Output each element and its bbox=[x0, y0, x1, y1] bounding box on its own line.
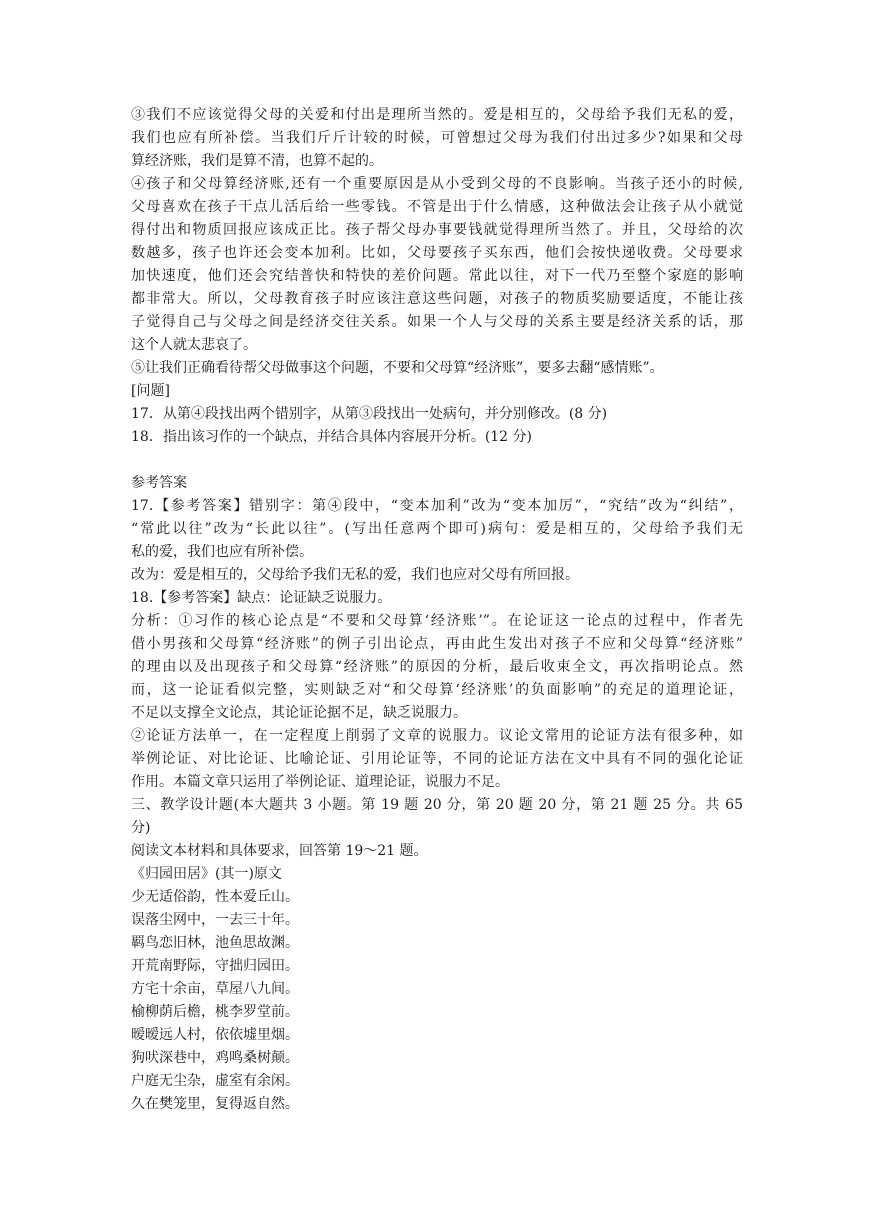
text-line: 得付出和物质回报应该成正比。孩子帮父母办事要钱就觉得理所当然了。并且，父母给的次 bbox=[131, 222, 743, 238]
poem-line: 户庭无尘杂，虚室有余闲。 bbox=[131, 1073, 299, 1089]
text-line: “常此以往”改为“长此以往”。(写出任意两个即可)病句：爱是相互的，父母给予我们无 bbox=[131, 521, 743, 537]
text-line: 加快速度，他们还会究结普快和特快的差价问题。常此以往，对下一代乃至整个家庭的影响 bbox=[131, 268, 743, 284]
instruction-line: 阅读文本材料和具体要求，回答第 19～21 题。 bbox=[131, 843, 428, 859]
poem-title: 《归园田居》(其一)原文 bbox=[131, 866, 282, 882]
text-line: 分) bbox=[131, 820, 151, 836]
section-heading: 三、教学设计题(本大题共 3 小题。第 19 题 20 分，第 20 题 20 分，第 21 题 25 分。共 65 bbox=[131, 797, 743, 813]
essay-section bbox=[131, 104, 743, 449]
text-line: 数越多，孩子也许还会变本加利。比如，父母要孩子买东西，他们会按快递收费。父母要求 bbox=[131, 245, 743, 261]
document-page bbox=[131, 104, 743, 1116]
text-line: 子觉得自己与父母之间是经济交往关系。如果一个人与父母的关系主要是经济关系的话，那 bbox=[131, 314, 743, 330]
poem-line: 羁鸟恋旧林，池鱼思故渊。 bbox=[131, 935, 299, 951]
text-line: 都非常大。所以，父母教育孩子时应该注意这些问题，对孩子的物质奖励要适度，不能让孩 bbox=[131, 291, 743, 307]
text-line: 分析：①习作的核心论点是“不要和父母算‘经济账’”。在论证这一论点的过程中，作者先 bbox=[131, 613, 743, 629]
text-line: 私的爱，我们也应有所补偿。 bbox=[131, 544, 313, 560]
text-line: 借小男孩和父母算“经济账”的例子引出论点，再由此生发出对孩子不应和父母算“经济账” bbox=[131, 636, 743, 652]
text-line: 我们也应有所补偿。当我们斤斤计较的时候，可曾想过父母为我们付出过多少?如果和父母 bbox=[131, 130, 743, 146]
text-line: 算经济账，我们是算不清，也算不起的。 bbox=[131, 153, 383, 169]
text-line: 举例论证、对比论证、比喻论证、引用论证等，不同的论证方法在文中具有不同的强化论证 bbox=[131, 751, 743, 767]
poem-line: 误落尘网中，一去三十年。 bbox=[131, 912, 299, 928]
question-17: 17．从第④段找出两个错别字，从第③段找出一处病句，并分别修改。(8 分) bbox=[131, 406, 608, 422]
text-line: 的理由以及出现孩子和父母算“经济账”的原因的分析，最后收束全文，再次指明论点。然 bbox=[131, 659, 743, 675]
poem-line: 榆柳荫后檐，桃李罗堂前。 bbox=[131, 1004, 299, 1020]
question-18: 18．指出该习作的一个缺点，并结合具体内容展开分析。(12 分) bbox=[131, 429, 533, 445]
answer-heading: 参考答案 bbox=[131, 475, 187, 491]
poem-line: 狗吠深巷中，鸡鸣桑树颠。 bbox=[131, 1050, 299, 1066]
section-label: [问题] bbox=[131, 383, 170, 399]
text-line: 不足以支撑全文论点，其论证论据不足，缺乏说服力。 bbox=[131, 705, 467, 721]
text-line: 这个人就太悲哀了。 bbox=[131, 337, 257, 353]
poem-line: 久在樊笼里，复得返自然。 bbox=[131, 1096, 299, 1112]
poem-line: 开荒南野际，守拙归园田。 bbox=[131, 958, 299, 974]
text-line: ⑤让我们正确看待帮父母做事这个问题，不要和父母算“经济账”，要多去翻“感情账”。 bbox=[131, 360, 664, 376]
text-line: 父母喜欢在孩子干点儿活后给一些零钱。不管是出于什么情感，这种做法会让孩子从小就觉 bbox=[131, 199, 743, 215]
text-line: 改为：爱是相互的，父母给予我们无私的爱，我们也应对父母有所回报。 bbox=[131, 567, 579, 583]
poem-line: 暧暧远人村，依依墟里烟。 bbox=[131, 1027, 299, 1043]
text-line: 而，这一论证看似完整，实则缺乏对“和父母算‘经济账’的负面影响”的充足的道理论证， bbox=[131, 682, 743, 698]
text-line: 17.【参考答案】错别字：第④段中，“变本加利”改为“变本加厉”，“究结”改为“纠结”， bbox=[131, 498, 743, 514]
text-line: ③我们不应该觉得父母的关爱和付出是理所当然的。爱是相互的，父母给予我们无私的爱， bbox=[131, 107, 743, 123]
poem-line: 方宅十余亩，草屋八九间。 bbox=[131, 981, 299, 997]
text-line: 作用。本篇文章只运用了举例论证、道理论证，说服力不足。 bbox=[131, 774, 509, 790]
text-line: 18.【参考答案】缺点：论证缺乏说服力。 bbox=[131, 590, 392, 606]
answer-section bbox=[131, 472, 743, 1116]
poem-line: 少无适俗韵，性本爱丘山。 bbox=[131, 889, 299, 905]
text-line: ②论证方法单一，在一定程度上削弱了文章的说服力。议论文常用的论证方法有很多种，如 bbox=[131, 728, 743, 744]
blank-line bbox=[131, 449, 743, 472]
text-line: ④孩子和父母算经济账,还有一个重要原因是从小受到父母的不良影响。当孩子还小的时候, bbox=[131, 176, 743, 192]
